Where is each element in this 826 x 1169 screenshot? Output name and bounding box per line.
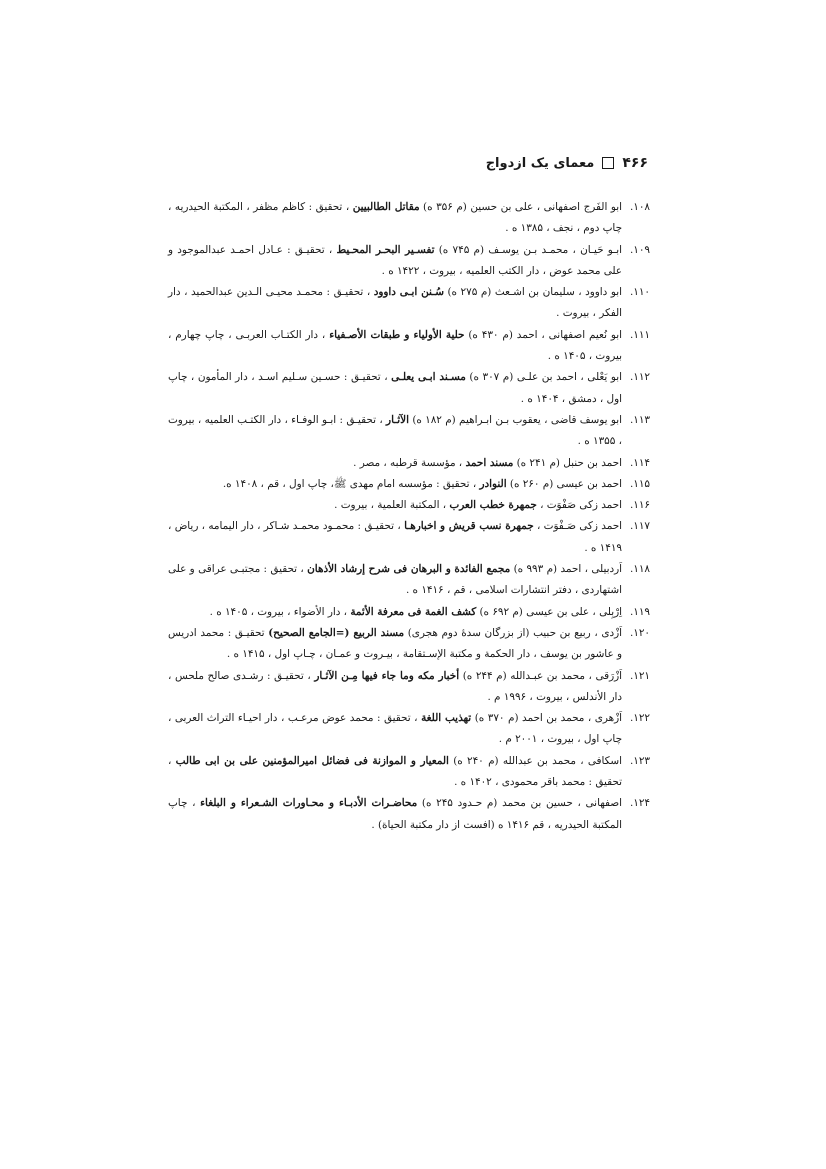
reference-item: [168, 751, 650, 794]
reference-number: ۱۲۱.: [629, 669, 650, 682]
reference-item: [168, 453, 650, 474]
reference-item: [168, 240, 650, 283]
reference-publication: ، دار الکتـاب العربـی ، چاپ چهارم ، بیروت ، ۱۴۰۵ ه .: [168, 328, 622, 363]
reference-text: [168, 474, 622, 495]
reference-number: ۱۱۴.: [629, 456, 650, 469]
reference-number: ۱۱۸.: [629, 563, 650, 576]
reference-text: [168, 282, 622, 325]
reference-number: ۱۲۳.: [629, 754, 650, 767]
reference-title: حلیة الأولیاء و طبقات الأصـفیاء: [329, 328, 465, 341]
reference-author: ابـو حَیـان ، محمـد بـن یوسـف (م ۷۴۵ ه): [434, 243, 622, 256]
square-box-icon: [602, 157, 614, 169]
reference-text: [168, 602, 622, 623]
reference-publication: ، تحقیـق : محمـد محیـی الـدین عبدالحمید ، دار الفکر ، بیروت .: [168, 286, 622, 320]
reference-item: [168, 410, 650, 453]
reference-text: [168, 197, 622, 240]
reference-author: ابو الفَرج اصفهانی ، علی بن حسین (م ۳۵۶ ه): [419, 201, 622, 213]
reference-number: ۱۱۰.: [629, 286, 650, 299]
reference-text: [168, 666, 622, 709]
page-number: ۴۶۶: [622, 155, 648, 171]
reference-publication: تحقیـق : محمد ادریس و عاشور بن یوسف ، دار الحکمة و مکتبة الإسـتقامة ، بیـروت و عمـان ، چـاپ اول ، ۱۴۱۵ ه .: [168, 626, 622, 661]
reference-number: ۱۰۹.: [629, 243, 650, 256]
reference-publication: ، تحقیق : کاظم مظفر ، المکتبة الحیدریه ، چاپ دوم ، نجف ، ۱۳۸۵ ه .: [168, 201, 622, 235]
reference-title: مسـند ابـی یعلـی: [391, 371, 466, 384]
reference-title: مجمع الفائدة و البرهان فی شرح إرشاد الأذهان: [307, 563, 511, 576]
reference-number: ۱۱۷.: [629, 520, 650, 533]
reference-author: احمد زکی صَـفْوَت ،: [533, 520, 623, 533]
reference-publication: ، تحقیق : محمد باقر محمودی ، ۱۴۰۲ ه .: [168, 754, 622, 789]
reference-item: [168, 623, 650, 666]
reference-author: اسکافی ، محمد بن عبدالله (م ۲۴۰ ه): [448, 754, 622, 767]
reference-item: [168, 197, 650, 240]
reference-title: تهذیب اللغة: [421, 712, 472, 725]
reference-author: اَردبیلی ، احمد (م ۹۹۳ ه): [510, 563, 622, 576]
reference-number: ۱۲۰.: [629, 626, 650, 639]
reference-publication: ، مؤسسة قرطبه ، مصر .: [353, 456, 466, 469]
reference-publication: ، چاپ المکتبة الحیدریه ، قم ۱۴۱۶ ه (افست از دار مکتبة الحیاة) .: [168, 797, 622, 831]
reference-author: اَزْدی ، ربیع بن حبیب (از بزرگان سدهٔ دوم هجری): [404, 626, 622, 639]
reference-text: [168, 623, 622, 666]
reference-title: جمهرة خطب العرب: [449, 499, 537, 512]
reference-text: [168, 325, 622, 368]
reference-text: [168, 495, 622, 516]
reference-author: ابو داوود ، سلیمان بن اشـعث (م ۲۷۵ ه): [443, 286, 622, 299]
reference-text: [168, 367, 622, 410]
reference-title: سُـنن ابـی داوود: [373, 286, 444, 299]
reference-publication: ، دار الأضواء ، بیروت ، ۱۴۰۵ ه .: [209, 605, 351, 618]
reference-author: اَزْرَقی ، محمد بن عبـدالله (م ۲۴۴ ه): [459, 669, 623, 682]
reference-item: [168, 367, 650, 410]
reference-title: کشف الغمة فی معرفة الأئمة: [350, 605, 477, 618]
reference-author: ابو یوسف قاضی ، یعقوب بـن ابـراهیم (م ۱۸۲ ه): [408, 413, 622, 426]
reference-title: مقاتل الطالبیین: [352, 201, 420, 213]
reference-item: [168, 708, 650, 751]
reference-number: ۱۰۸.: [629, 201, 650, 213]
reference-title: أخبار مکه وما جاء فیها مِـن الآثـار: [314, 669, 460, 682]
reference-title: المعیار و الموازنة فی فضائل امیرالمؤمنین علی بن ابی طالب: [175, 754, 449, 767]
reference-number: ۱۱۳.: [629, 413, 650, 426]
reference-text: [168, 751, 622, 794]
reference-number: ۱۱۵.: [629, 477, 650, 490]
reference-number: ۱۱۱.: [629, 328, 650, 341]
reference-text: [168, 453, 622, 474]
reference-author: احمد زکی صَفْوَت ،: [536, 499, 622, 512]
reference-publication: ، المکتبة العلمیة ، بیروت .: [334, 499, 450, 512]
reference-text: [168, 793, 622, 836]
reference-title: الآثـار: [386, 413, 409, 426]
reference-number: ۱۱۹.: [629, 605, 650, 618]
reference-author: ابو نُعیم اصفهانی ، احمد (م ۴۳۰ ه): [464, 328, 622, 341]
reference-author: احمد بن عیسی (م ۲۶۰ ه): [506, 477, 622, 490]
reference-item: [168, 474, 650, 495]
reference-item: [168, 282, 650, 325]
reference-author: احمد بن حنبل (م ۲۴۱ ه): [513, 456, 622, 469]
reference-item: [168, 602, 650, 623]
reference-publication: ، تحقیق : مؤسسه امام مهدی ﷺ، چاپ اول ، قم ، ۱۴۰۸ ه.: [222, 477, 480, 490]
reference-item: [168, 793, 650, 836]
running-header: [170, 152, 648, 174]
reference-text: [168, 410, 622, 453]
reference-publication: ، تحقیـق : محمـود محمـد شـاکر ، دار الیمامه ، ریاض ، ۱۴۱۹ ه .: [168, 520, 622, 554]
reference-publication: ، تحقیـق : رشـدی صالح ملحس ، دار الأندلس ، بیروت ، ۱۹۹۶ م .: [168, 669, 622, 703]
reference-title: محاضـرات الأدبـاء و محـاورات الشـعراء و البلغاء: [200, 797, 418, 810]
reference-title: تفسـیر البحـر المحـیط: [336, 243, 435, 256]
reference-item: [168, 325, 650, 368]
reference-item: [168, 495, 650, 516]
reference-title: مسند احمد: [465, 456, 514, 469]
reference-number: ۱۱۲.: [629, 371, 650, 384]
reference-title: جمهرة نسب قریش و اخبارهـا: [404, 520, 534, 533]
reference-author: ابو یَعْلی ، احمد بن علـی (م ۳۰۷ ه): [465, 371, 622, 384]
reference-publication: ، تحقیـق : عـادل احمـد عبدالموجود و علی محمد عوض ، دار الکتب العلمیه ، بیروت ، ۱۴۲۲ ه .: [168, 243, 622, 277]
reference-text: [168, 516, 622, 559]
reference-publication: ، تحقیـق : ابـو الوفـاء ، دار الکتـب العلمیه ، بیروت ، ۱۳۵۵ ه .: [168, 413, 622, 448]
reference-text: [168, 240, 622, 283]
reference-publication: ، تحقیق : محمد عوض مرعـب ، دار احیـاء التراث العربی ، چاپ اول ، بیروت ، ۲۰۰۱ م .: [168, 712, 622, 746]
book-title: معمای یک ازدواج: [485, 155, 595, 171]
reference-title: مسند الربیع (=الجامع الصحیح): [268, 626, 405, 639]
reference-item: [168, 516, 650, 559]
reference-number: ۱۱۶.: [629, 499, 650, 512]
reference-list: [168, 197, 650, 836]
reference-author: اِرْبِلی ، علی بن عیسی (م ۶۹۲ ه): [476, 605, 622, 618]
reference-publication: ، تحقیـق : حسـین سـلیم اسـد ، دار المأمون ، چاپ اول ، دمشق ، ۱۴۰۴ ه .: [168, 371, 622, 405]
reference-number: ۱۲۴.: [629, 797, 650, 810]
reference-item: [168, 666, 650, 709]
reference-item: [168, 559, 650, 602]
reference-author: اصفهانی ، حسین بن محمد (م حـدود ۲۴۵ ه): [417, 797, 622, 810]
reference-text: [168, 559, 622, 602]
reference-author: اَزْهری ، محمد بن احمد (م ۳۷۰ ه): [471, 712, 623, 725]
reference-title: النوادر: [479, 477, 507, 490]
reference-publication: ، تحقیق : مجتبـی عراقی و علی اشتهاردی ، دفتر انتشارات اسلامی ، قم ، ۱۴۱۶ ه .: [168, 563, 622, 597]
reference-text: [168, 708, 622, 751]
reference-number: ۱۲۲.: [629, 712, 650, 725]
